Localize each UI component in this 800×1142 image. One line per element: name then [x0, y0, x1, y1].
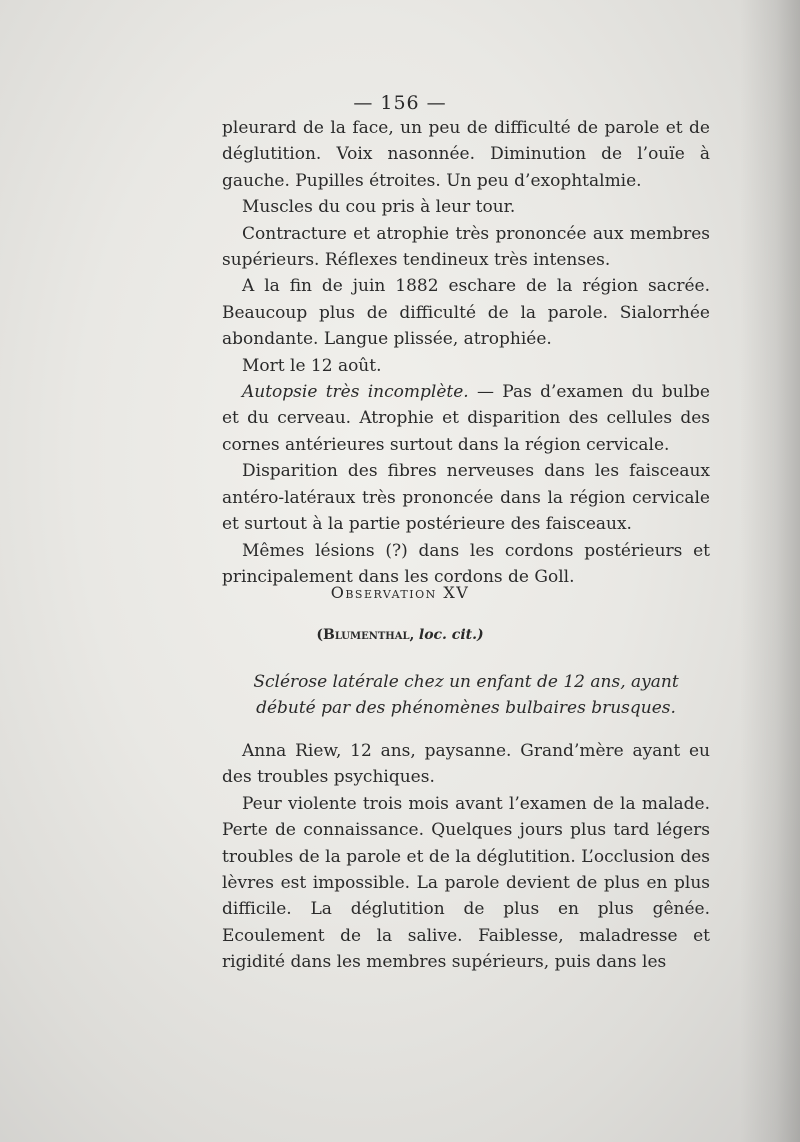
autopsy-label: Autopsie très incomplète. [242, 382, 469, 403]
paragraph: A la fin de juin 1882 eschare de la région sacrée. Beaucoup plus de difficulté de la parole. Sialorrhée abondante. Langue plissée, atrophiée. [222, 276, 710, 350]
paragraph: Disparition des fibres nerveuses dans les faisceaux antéro-latéraux très prononcée dans la région cervicale et surtout à la partie postérieure des faisceaux. [222, 461, 710, 535]
paragraph: Mort le 12 août. [242, 355, 382, 376]
paragraph: Anna Riew, 12 ans, paysanne. Grand’mère ayant eu des troubles psychiques. [222, 741, 710, 788]
paragraph: pleurard de la face, un peu de difficulté de parole et de déglutition. Voix nasonnée. Diminution de l’ouïe à gauche. Pupilles étroites. Un peu d’exophtalmie. [222, 118, 710, 191]
observation-title: Observation XV [330, 583, 470, 602]
autopsy-text: — Pas d’examen du bulbe et du cerveau. Atrophie et disparition des cellules des cornes antérieures surtout dans la région cervicale. [222, 382, 710, 455]
page-edge-shadow [740, 0, 800, 1142]
paragraph: Muscles du cou pris à leur tour. [242, 197, 516, 218]
observation-source [0, 627, 800, 643]
paragraph: Peur violente trois mois avant l’examen de la malade. Perte de connaissance. Quelques jours plus tard légers troubles de la parole et de la déglutition. L’occlusion des lèvres est impossible. La parole devient de plus en plus difficile. La déglutition de plus en plus gênée. Ecoulement de la salive. Faiblesse, maladresse et rigidité dans les membres supérieurs, puis dans les [222, 793, 710, 973]
source-citation: loc. cit.) [418, 627, 484, 643]
page-number: — 156 — [353, 92, 447, 114]
paragraph: Mêmes lésions (?) dans les cordons postérieurs et principalement dans les cordons de Goll. [222, 540, 710, 587]
source-author: (Blumenthal, [316, 627, 415, 643]
paragraph: Contracture et atrophie très prononcée aux membres supérieurs. Réflexes tendineux très intenses. [222, 223, 710, 271]
text-block-bottom [222, 738, 710, 976]
observation-subtitle: Sclérose latérale chez un enfant de 12 ans, ayant débuté par des phénomènes bulbaires brusques. [253, 672, 679, 718]
text-block-top [222, 115, 710, 590]
paragraph [222, 379, 710, 458]
